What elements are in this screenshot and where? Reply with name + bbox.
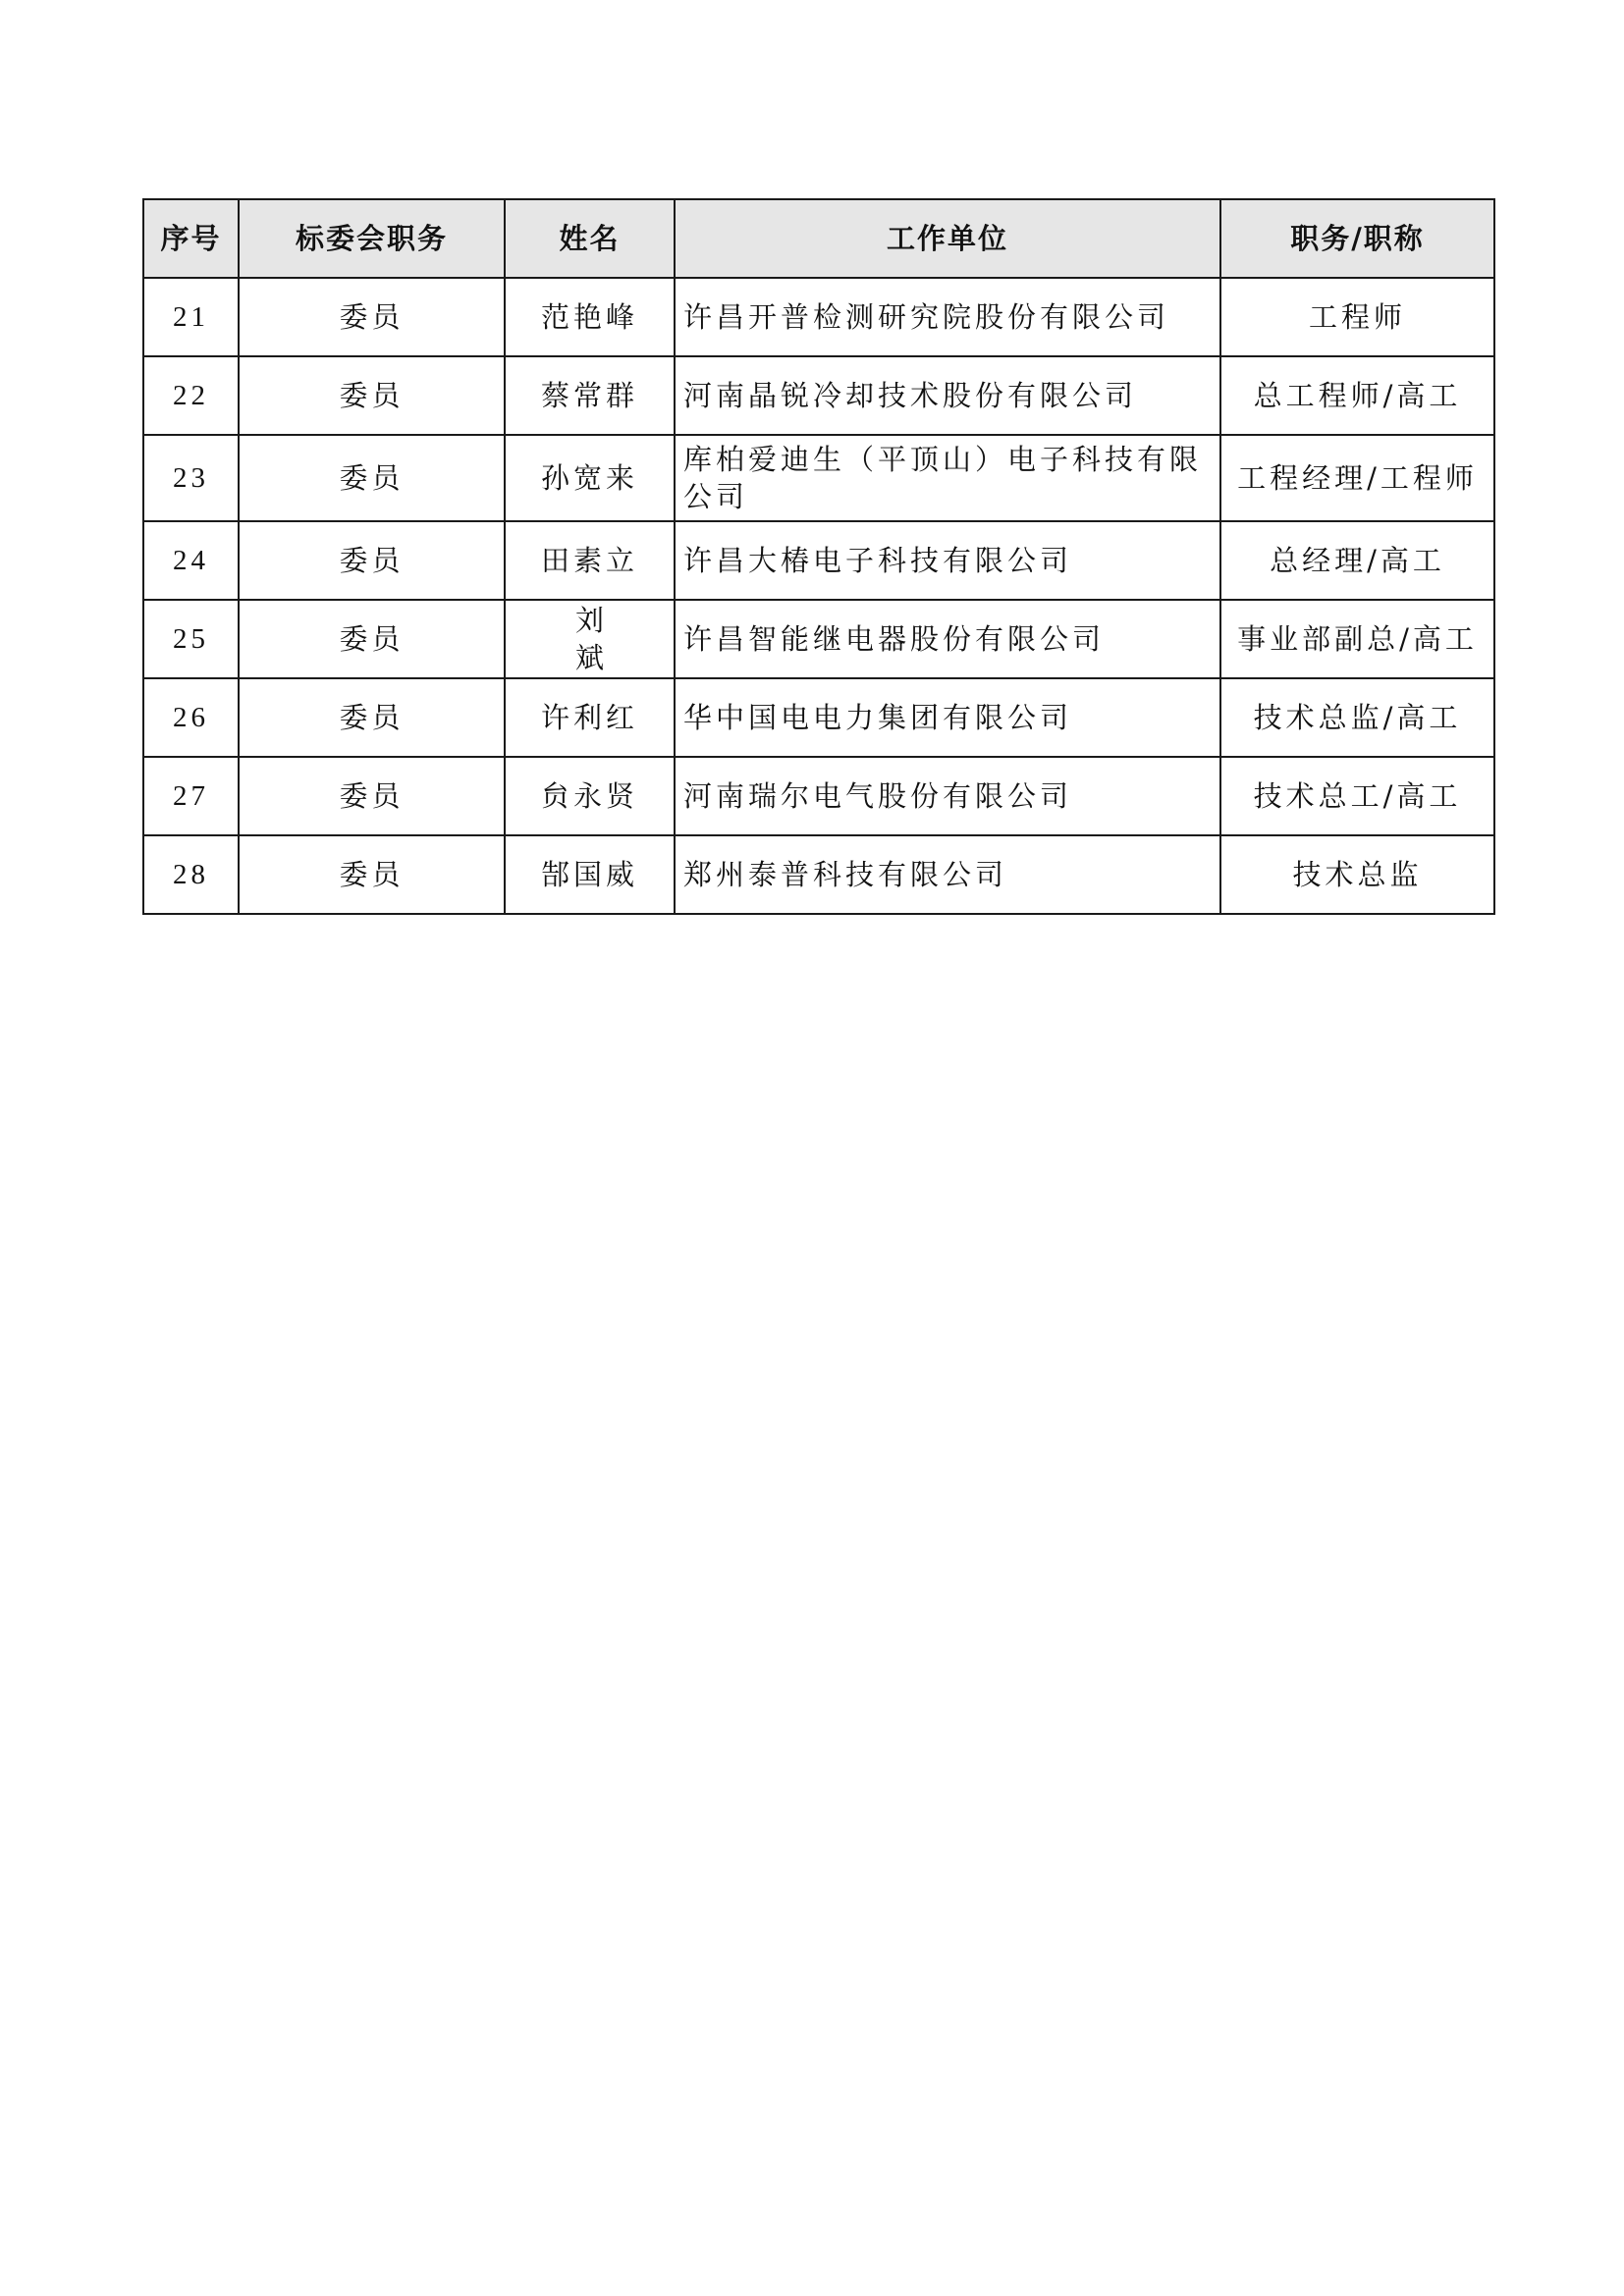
cell-name: 贠永贤 xyxy=(505,757,675,835)
cell-name: 范艳峰 xyxy=(505,278,675,356)
cell-role: 委员 xyxy=(239,435,505,521)
cell-num: 23 xyxy=(143,435,239,521)
cell-name: 郜国威 xyxy=(505,835,675,914)
committee-member-table xyxy=(142,198,1495,915)
cell-role: 委员 xyxy=(239,521,505,600)
table-row xyxy=(143,835,1494,914)
cell-num: 21 xyxy=(143,278,239,356)
cell-title: 事业部副总/高工 xyxy=(1220,600,1494,678)
cell-num: 25 xyxy=(143,600,239,678)
cell-title: 总经理/高工 xyxy=(1220,521,1494,600)
cell-org: 河南晶锐冷却技术股份有限公司 xyxy=(675,356,1220,435)
cell-role: 委员 xyxy=(239,356,505,435)
cell-title: 工程经理/工程师 xyxy=(1220,435,1494,521)
cell-title: 总工程师/高工 xyxy=(1220,356,1494,435)
cell-role: 委员 xyxy=(239,278,505,356)
table-row xyxy=(143,435,1494,521)
table-row xyxy=(143,521,1494,600)
header-role: 标委会职务 xyxy=(239,199,505,278)
cell-title: 工程师 xyxy=(1220,278,1494,356)
cell-org: 库柏爱迪生（平顶山）电子科技有限公司 xyxy=(675,435,1220,521)
cell-name: 孙宽来 xyxy=(505,435,675,521)
cell-name: 许利红 xyxy=(505,678,675,757)
cell-org: 华中国电电力集团有限公司 xyxy=(675,678,1220,757)
cell-name: 刘斌 xyxy=(505,600,675,678)
cell-title: 技术总监 xyxy=(1220,835,1494,914)
cell-org: 河南瑞尔电气股份有限公司 xyxy=(675,757,1220,835)
header-title: 职务/职称 xyxy=(1220,199,1494,278)
cell-role: 委员 xyxy=(239,835,505,914)
table-row xyxy=(143,278,1494,356)
table-row xyxy=(143,356,1494,435)
header-org: 工作单位 xyxy=(675,199,1220,278)
cell-org: 许昌开普检测研究院股份有限公司 xyxy=(675,278,1220,356)
cell-num: 26 xyxy=(143,678,239,757)
table-row xyxy=(143,600,1494,678)
cell-title: 技术总监/高工 xyxy=(1220,678,1494,757)
cell-role: 委员 xyxy=(239,757,505,835)
cell-org: 许昌大椿电子科技有限公司 xyxy=(675,521,1220,600)
cell-title: 技术总工/高工 xyxy=(1220,757,1494,835)
cell-num: 22 xyxy=(143,356,239,435)
header-num: 序号 xyxy=(143,199,239,278)
table-row xyxy=(143,757,1494,835)
cell-role: 委员 xyxy=(239,678,505,757)
cell-org: 郑州泰普科技有限公司 xyxy=(675,835,1220,914)
table-header-row xyxy=(143,199,1494,278)
cell-num: 24 xyxy=(143,521,239,600)
table-row xyxy=(143,678,1494,757)
cell-name: 田素立 xyxy=(505,521,675,600)
header-name: 姓名 xyxy=(505,199,675,278)
cell-org: 许昌智能继电器股份有限公司 xyxy=(675,600,1220,678)
cell-num: 28 xyxy=(143,835,239,914)
cell-num: 27 xyxy=(143,757,239,835)
cell-role: 委员 xyxy=(239,600,505,678)
cell-name: 蔡常群 xyxy=(505,356,675,435)
